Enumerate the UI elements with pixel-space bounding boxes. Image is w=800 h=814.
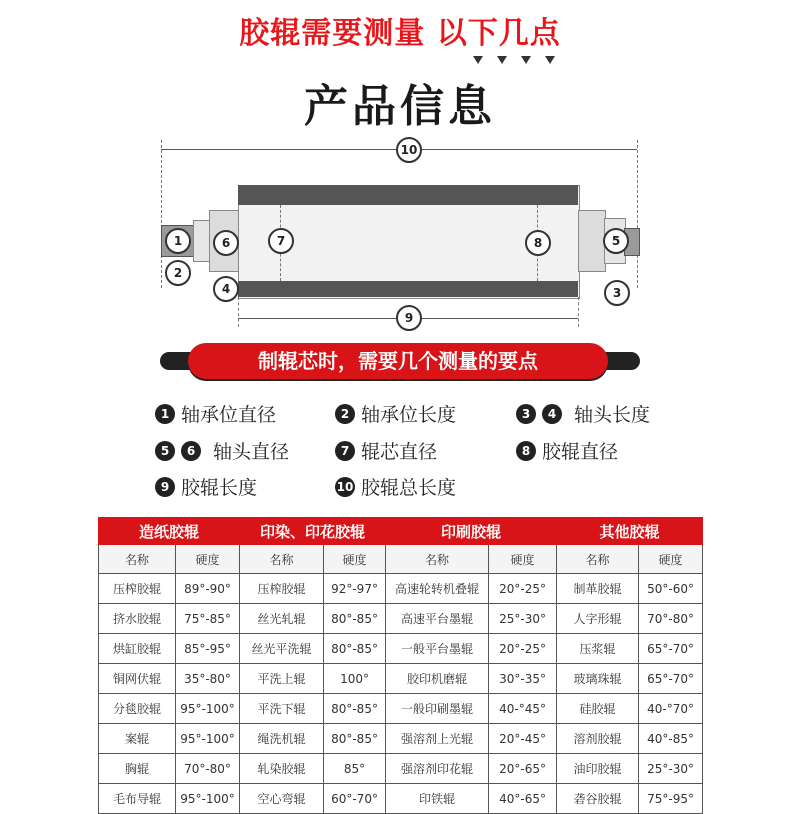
table-cell: 高速平台墨辊	[386, 604, 489, 634]
table-cell: 40°-85°	[639, 724, 703, 754]
table-cell: 压榨胶辊	[240, 574, 324, 604]
roller-diagram	[0, 0, 800, 340]
table-cell: 70°-80°	[639, 604, 703, 634]
table-cell: 20°-45°	[489, 724, 557, 754]
legend-item: 3 4 轴头长度	[516, 400, 650, 427]
table-cell: 硅胶辊	[557, 694, 639, 724]
label-2: 2	[165, 260, 191, 286]
table-cell: 65°-70°	[639, 664, 703, 694]
legend-item: 8 胶辊直径	[516, 437, 618, 464]
table-cell: 压浆辊	[557, 634, 639, 664]
table-cell: 70°-80°	[176, 754, 240, 784]
legend-item: 9 胶辊长度	[155, 473, 257, 500]
label-7: 7	[268, 228, 294, 254]
section-title: 产品信息	[304, 81, 496, 132]
table-cell: 85°	[324, 754, 386, 784]
table-cell: 89°-90°	[176, 574, 240, 604]
label-4: 4	[213, 276, 239, 302]
table-cell: 80°-85°	[324, 694, 386, 724]
column-header: 名称	[386, 545, 489, 574]
table-cell: 25°-30°	[639, 754, 703, 784]
group-header: 印刷胶辊	[386, 518, 557, 545]
table-cell: 80°-85°	[324, 724, 386, 754]
table-row	[99, 604, 703, 634]
column-header: 硬度	[639, 545, 703, 574]
table-cell: 胶印机磨辊	[386, 664, 489, 694]
table-cell: 40-°70°	[639, 694, 703, 724]
table-row	[99, 694, 703, 724]
table-cell: 绳洗机辊	[240, 724, 324, 754]
column-header: 名称	[240, 545, 324, 574]
table-cell: 平洗下辊	[240, 694, 324, 724]
column-header: 硬度	[176, 545, 240, 574]
table-cell: 30°-35°	[489, 664, 557, 694]
table-cell: 空心弯辊	[240, 784, 324, 814]
table-cell: 85°-95°	[176, 634, 240, 664]
header-title: 胶辊需要测量 以下几点	[239, 16, 561, 51]
table-cell: 案辊	[99, 724, 176, 754]
legend-item: 1 轴承位直径	[155, 400, 276, 427]
table-cell: 高速轮转机叠辊	[386, 574, 489, 604]
label-9: 9	[396, 305, 422, 331]
table-row	[99, 574, 703, 604]
table-row	[99, 754, 703, 784]
table-cell: 砻谷胶辊	[557, 784, 639, 814]
table-cell: 75°-85°	[176, 604, 240, 634]
table-cell: 95°-100°	[176, 694, 240, 724]
group-header: 造纸胶辊	[99, 518, 240, 545]
table-cell: 丝光轧辊	[240, 604, 324, 634]
table-cell: 35°-80°	[176, 664, 240, 694]
table-cell: 50°-60°	[639, 574, 703, 604]
table-cell: 强溶剂上光辊	[386, 724, 489, 754]
table-cell: 40-°45°	[489, 694, 557, 724]
table-row	[99, 724, 703, 754]
group-header: 印染、印花胶辊	[240, 518, 386, 545]
table-cell: 强溶剂印花辊	[386, 754, 489, 784]
table-cell: 20°-65°	[489, 754, 557, 784]
table-cell: 95°-100°	[176, 784, 240, 814]
legend-item: 10 胶辊总长度	[336, 477, 457, 499]
table-cell: 一般平台墨辊	[386, 634, 489, 664]
label-6: 6	[213, 230, 239, 256]
table-cell: 95°-100°	[176, 724, 240, 754]
table-cell: 玻璃珠辊	[557, 664, 639, 694]
table-cell: 65°-70°	[639, 634, 703, 664]
label-8: 8	[525, 230, 551, 256]
table-row	[99, 634, 703, 664]
table-cell: 人字形辊	[557, 604, 639, 634]
table-row	[99, 784, 703, 814]
table-cell: 40°-65°	[489, 784, 557, 814]
hardness-table	[98, 517, 703, 814]
column-header: 名称	[557, 545, 639, 574]
table-cell: 压榨胶辊	[99, 574, 176, 604]
table-cell: 80°-85°	[324, 634, 386, 664]
table-cell: 轧染胶辊	[240, 754, 324, 784]
column-header: 硬度	[489, 545, 557, 574]
table-cell: 80°-85°	[324, 604, 386, 634]
table-cell: 75°-95°	[639, 784, 703, 814]
table-row	[99, 664, 703, 694]
table-cell: 毛布导辊	[99, 784, 176, 814]
legend-item: 5 6 轴头直径	[155, 437, 289, 464]
table-cell: 溶剂胶辊	[557, 724, 639, 754]
table-cell: 平洗上辊	[240, 664, 324, 694]
table-cell: 油印胶辊	[557, 754, 639, 784]
table-cell: 60°-70°	[324, 784, 386, 814]
group-header: 其他胶辊	[557, 518, 703, 545]
table-cell: 丝光平洗辊	[240, 634, 324, 664]
label-5: 5	[603, 228, 629, 254]
table-cell: 挤水胶辊	[99, 604, 176, 634]
legend-item: 7 辊芯直径	[335, 437, 437, 464]
table-cell: 25°-30°	[489, 604, 557, 634]
table-cell: 92°-97°	[324, 574, 386, 604]
table-cell: 20°-25°	[489, 574, 557, 604]
column-header: 名称	[99, 545, 176, 574]
table-cell: 100°	[324, 664, 386, 694]
column-header: 硬度	[324, 545, 386, 574]
table-cell: 一般印刷墨辊	[386, 694, 489, 724]
table-cell: 20°-25°	[489, 634, 557, 664]
table-cell: 胸辊	[99, 754, 176, 784]
banner: 制辊芯时，需要几个测量的要点	[188, 343, 608, 379]
label-10: 10	[396, 137, 422, 163]
table-cell: 制革胶辊	[557, 574, 639, 604]
label-3: 3	[604, 280, 630, 306]
table-cell: 烘缸胶辊	[99, 634, 176, 664]
table-cell: 印铁辊	[386, 784, 489, 814]
table-cell: 分毯胶辊	[99, 694, 176, 724]
legend-item: 2 轴承位长度	[335, 400, 456, 427]
table-cell: 铜网伏辊	[99, 664, 176, 694]
label-1: 1	[165, 228, 191, 254]
